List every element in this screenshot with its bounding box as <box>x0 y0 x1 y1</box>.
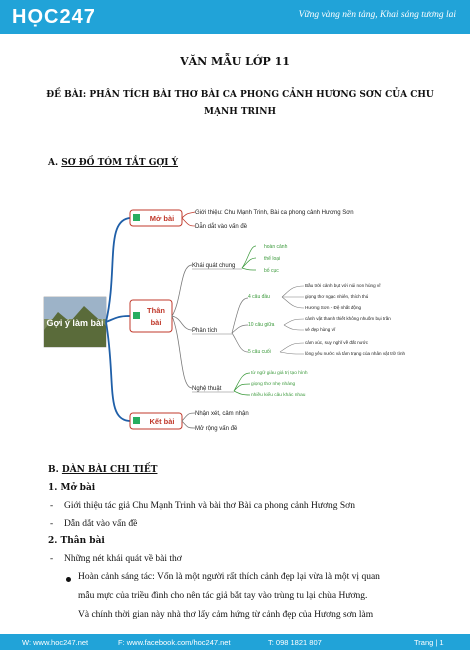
section-a-letter: A. <box>48 158 59 168</box>
plus-icon <box>133 417 140 424</box>
logo: HỌC247 <box>12 6 96 28</box>
khai-quat-label: Khái quát chung <box>192 263 236 269</box>
link-cau10-2 <box>284 325 304 330</box>
section-b-title: DÀN BÀI CHI TIẾT <box>61 465 158 475</box>
cau4-item-1: Bầu trời cảnh bụt với núi non hùng vĩ <box>305 283 381 288</box>
heading-than-bai-num: 2. <box>48 536 58 546</box>
link-phan-tich <box>172 316 192 330</box>
node-than-bai-label-1: Thân <box>147 306 165 315</box>
link-cau4-1 <box>282 286 304 297</box>
cau4-item-3: Hương Sơn - Đệ nhất động <box>305 305 362 310</box>
cau4-label: 4 câu đầu <box>248 294 270 300</box>
link-kb-1 <box>182 413 195 421</box>
nghe-thuat-item-2: giọng thơ nhẹ nhàng <box>251 382 296 387</box>
link-bo-cuc <box>242 268 256 270</box>
section-b-letter: B. <box>48 465 59 475</box>
link-cau4-3 <box>282 297 304 308</box>
dash: - <box>50 519 54 529</box>
center-sky <box>44 297 106 319</box>
khai-quat-item-1: hoàn cảnh <box>264 244 288 250</box>
footer-web: W: www.hoc247.net <box>22 638 89 647</box>
link-nt-3 <box>234 391 250 395</box>
link-nt-2 <box>234 384 250 391</box>
ket-bai-item-1: Nhận xét, cảm nhận <box>195 411 249 417</box>
cau5-label: 5 câu cuối <box>248 349 271 355</box>
khai-quat-item-2: thể loại <box>264 256 281 262</box>
heading-than-bai-text: Thân bài <box>60 536 105 546</box>
center-label: Gợi ý làm bài <box>46 318 104 328</box>
para-line-3: Và chính thời gian này nhà thơ lấy cảm hứng từ cảnh đẹp của Hương sơn làm <box>78 610 374 620</box>
link-cau5-2 <box>280 352 304 354</box>
link-cau5-1 <box>280 343 304 352</box>
footer-tel: T: 098 1821 807 <box>268 638 322 647</box>
mo-bai-line-2: Dẫn dắt vào vấn đề <box>64 519 138 529</box>
footer-page: Trang | 1 <box>414 638 444 647</box>
link-10-cau <box>232 325 248 333</box>
link-the-loai <box>242 258 256 268</box>
mo-bai-item-2: Dẫn dắt vào vấn đề <box>195 224 248 230</box>
link-mo-1 <box>182 212 195 218</box>
node-mo-bai-label: Mở bài <box>149 214 175 223</box>
page-title: VĂN MẪU LỚP 11 <box>180 55 290 68</box>
section-a-title: SƠ ĐỒ TÓM TẮT GỢI Ý <box>61 158 179 168</box>
cau10-item-1: cảnh vật thanh thiết không nhuốm bụi trần <box>305 316 391 321</box>
footer-fb: F: www.facebook.com/hoc247.net <box>118 638 231 647</box>
heading-mo-bai <box>48 483 95 493</box>
de-bai-line1: ĐỀ BÀI: PHÂN TÍCH BÀI THƠ BÀI CA PHONG CẢNH HƯƠNG SƠN CỦA CHU <box>46 90 434 100</box>
link-cau10-1 <box>284 319 304 325</box>
cau5-item-2: lòng yêu nước và tâm trạng của nhân vật trữ tình <box>305 351 406 356</box>
link-hoan-canh <box>242 246 256 268</box>
than-bai-line: Những nét khái quát về bài thơ <box>64 554 182 564</box>
node-ket-bai-label: Kết bài <box>149 417 175 426</box>
dash: - <box>50 554 54 564</box>
branch-than-bai <box>106 316 130 322</box>
cau10-item-2: vẻ đẹp hùng vĩ <box>305 327 336 332</box>
link-mo-2 <box>182 218 195 226</box>
branch-ket-bai <box>106 322 130 421</box>
heading-than-bai <box>48 536 105 546</box>
nghe-thuat-item-3: nhiều kiểu câu khác nhau <box>251 393 306 398</box>
link-khai-quat <box>172 265 192 316</box>
nghe-thuat-label: Nghệ thuật <box>192 386 222 392</box>
heading-mo-bai-num: 1. <box>48 483 58 493</box>
khai-quat-item-3: bố cục <box>264 268 279 274</box>
para-line-2: mẫu mực của triều đình cho nên tác giả bắt tay vào trùng tu lại chùa Hương. <box>78 591 368 601</box>
para-line-1: Hoàn cảnh sáng tác: Vốn là một người rất thích cảnh đẹp lại vừa là một vị quan <box>78 572 380 582</box>
de-bai-line2: MẠNH TRINH <box>204 107 276 117</box>
link-5-cau <box>232 333 248 352</box>
plus-icon <box>133 312 140 319</box>
node-than-bai-label-2: bài <box>150 318 162 327</box>
link-kb-2 <box>182 421 195 428</box>
cau10-label: 10 câu giữa <box>248 322 275 328</box>
branch-mo-bai <box>106 218 130 322</box>
mo-bai-line-1: Giới thiệu tác giả Chu Mạnh Trinh và bài thơ Bài ca phong cảnh Hương Sơn <box>64 501 355 511</box>
heading-mo-bai-text: Mở bài <box>60 483 96 493</box>
link-4-cau <box>232 298 248 333</box>
footer-bar <box>0 634 470 650</box>
cau5-item-1: cảm xúc, suy nghĩ về đất nước <box>305 340 369 345</box>
bullet-dot <box>66 577 71 582</box>
link-nghe-thuat <box>172 316 192 388</box>
cau4-item-2: giọng thơ ngạc nhiên, thích thú <box>305 294 369 299</box>
phan-tich-label: Phân tích <box>192 328 218 334</box>
plus-icon <box>133 214 140 221</box>
mo-bai-item-1: Giới thiệu: Chu Mạnh Trinh, Bài ca phong cảnh Hương Sơn <box>195 210 354 216</box>
ket-bai-item-2: Mở rộng vấn đề <box>195 426 238 432</box>
section-b-heading <box>48 465 157 475</box>
slogan: Vững vàng nền tảng, Khai sáng tương lai <box>298 10 456 20</box>
dash: - <box>50 501 54 511</box>
nghe-thuat-item-1: từ ngữ giàu giá trị tạo hình <box>251 371 308 376</box>
